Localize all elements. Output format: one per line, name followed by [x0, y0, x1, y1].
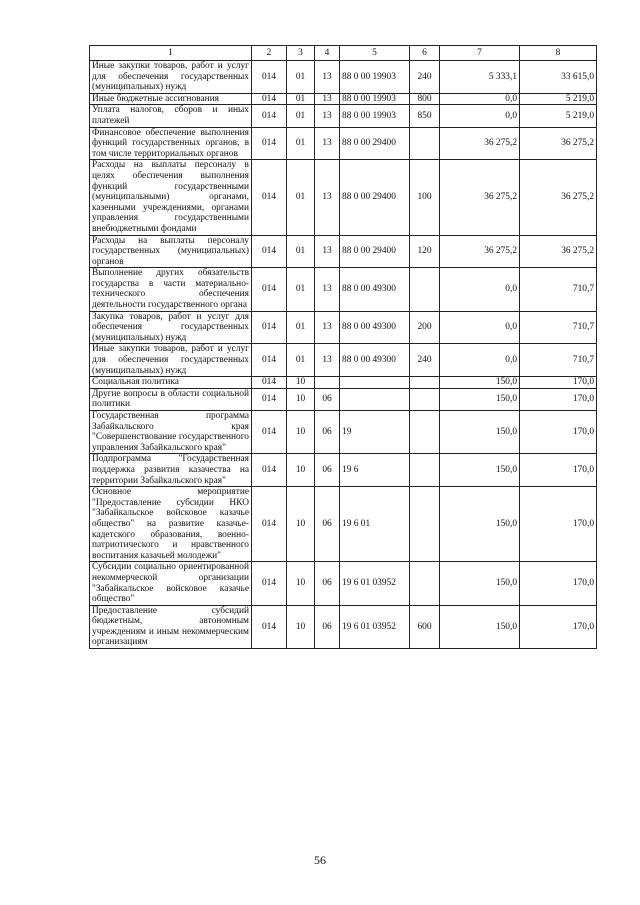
target-article-cell: 88 0 00 49300: [340, 344, 410, 377]
ministry-code-cell: 014: [252, 411, 287, 454]
amount-cell: 150,0: [440, 605, 520, 648]
ministry-code-cell: 014: [252, 605, 287, 648]
ministry-code-cell: 014: [252, 93, 287, 105]
subsection-code-cell: 06: [315, 487, 340, 562]
table-row: [90, 311, 597, 344]
amount-cell: 5 219,0: [520, 93, 597, 105]
expense-type-cell: 850: [410, 105, 440, 127]
target-article-cell: 19 6 01 03952: [340, 562, 410, 605]
table-row: [90, 93, 597, 105]
expense-name-cell: Иные закупки товаров, работ и услуг для обеспечения государственных (муниципальных) нужд: [90, 344, 252, 377]
expense-name-cell: Закупка товаров, работ и услуг для обеспечения государственных (муниципальных) нужд: [90, 311, 252, 344]
amount-cell: 36 275,2: [520, 160, 597, 235]
target-article-cell: 19: [340, 411, 410, 454]
table-row: [90, 388, 597, 410]
subsection-code-cell: 13: [315, 235, 340, 268]
target-article-cell: [340, 377, 410, 389]
target-article-cell: [340, 388, 410, 410]
table-row: [90, 411, 597, 454]
section-code-cell: 01: [287, 268, 315, 311]
expense-name-cell: Субсидии социально ориентированной некоммерческой организации "Забайкальское войсковое казачье общество": [90, 562, 252, 605]
amount-cell: 0,0: [440, 93, 520, 105]
amount-cell: 150,0: [440, 487, 520, 562]
ministry-code-cell: 014: [252, 160, 287, 235]
expense-name-cell: Социальная политика: [90, 377, 252, 389]
section-code-cell: 10: [287, 487, 315, 562]
ministry-code-cell: 014: [252, 562, 287, 605]
expense-type-cell: 800: [410, 93, 440, 105]
subsection-code-cell: 13: [315, 61, 340, 94]
subsection-code-cell: 13: [315, 268, 340, 311]
expense-name-cell: Основное мероприятие "Предоставление субсидии НКО "Забайкальское войсковое казачье общество" на развитие казачье-кадетского образования, военно-патриотического и нравственного воспитания казачьей молодежи": [90, 487, 252, 562]
amount-cell: 36 275,2: [520, 235, 597, 268]
table-row: [90, 127, 597, 160]
target-article-cell: 19 6: [340, 454, 410, 487]
ministry-code-cell: 014: [252, 344, 287, 377]
subsection-code-cell: 13: [315, 344, 340, 377]
section-code-cell: 10: [287, 562, 315, 605]
table-row: [90, 377, 597, 389]
section-code-cell: 01: [287, 235, 315, 268]
expense-type-cell: [410, 127, 440, 160]
expense-name-cell: Иные бюджетные ассигнования: [90, 93, 252, 105]
amount-cell: 150,0: [440, 377, 520, 389]
subsection-code-cell: 13: [315, 105, 340, 127]
subsection-code-cell: 13: [315, 160, 340, 235]
ministry-code-cell: 014: [252, 105, 287, 127]
expense-type-cell: 240: [410, 344, 440, 377]
amount-cell: 150,0: [440, 388, 520, 410]
column-header: 7: [440, 46, 520, 61]
column-header: 2: [252, 46, 287, 61]
section-code-cell: 01: [287, 311, 315, 344]
amount-cell: 710,7: [520, 311, 597, 344]
subsection-code-cell: 06: [315, 605, 340, 648]
amount-cell: 170,0: [520, 605, 597, 648]
ministry-code-cell: 014: [252, 235, 287, 268]
ministry-code-cell: 014: [252, 487, 287, 562]
section-code-cell: 10: [287, 377, 315, 389]
amount-cell: 170,0: [520, 487, 597, 562]
table-row: [90, 268, 597, 311]
amount-cell: 33 615,0: [520, 61, 597, 94]
column-header: 5: [340, 46, 410, 61]
target-article-cell: 88 0 00 19903: [340, 61, 410, 94]
amount-cell: 0,0: [440, 311, 520, 344]
amount-cell: 5 219,0: [520, 105, 597, 127]
table-header-row: [90, 46, 597, 61]
section-code-cell: 01: [287, 105, 315, 127]
expense-name-cell: Расходы на выплаты персоналу государственных (муниципальных) органов: [90, 235, 252, 268]
section-code-cell: 01: [287, 344, 315, 377]
column-header: 6: [410, 46, 440, 61]
subsection-code-cell: 13: [315, 127, 340, 160]
column-header: 3: [287, 46, 315, 61]
ministry-code-cell: 014: [252, 377, 287, 389]
subsection-code-cell: 06: [315, 411, 340, 454]
section-code-cell: 10: [287, 454, 315, 487]
amount-cell: 170,0: [520, 388, 597, 410]
expense-type-cell: 200: [410, 311, 440, 344]
amount-cell: 150,0: [440, 562, 520, 605]
ministry-code-cell: 014: [252, 454, 287, 487]
column-header: 1: [90, 46, 252, 61]
target-article-cell: 88 0 00 19903: [340, 105, 410, 127]
amount-cell: 170,0: [520, 411, 597, 454]
table-row: [90, 61, 597, 94]
amount-cell: 710,7: [520, 344, 597, 377]
page-number: 56: [314, 853, 326, 867]
target-article-cell: 19 6 01: [340, 487, 410, 562]
target-article-cell: 88 0 00 49300: [340, 311, 410, 344]
table-row: [90, 605, 597, 648]
amount-cell: 0,0: [440, 105, 520, 127]
table-row: [90, 235, 597, 268]
amount-cell: 36 275,2: [440, 127, 520, 160]
expense-type-cell: [410, 562, 440, 605]
amount-cell: 36 275,2: [520, 127, 597, 160]
expense-type-cell: 240: [410, 61, 440, 94]
target-article-cell: 88 0 00 49300: [340, 268, 410, 311]
subsection-code-cell: 06: [315, 562, 340, 605]
expense-type-cell: [410, 411, 440, 454]
table-row: [90, 454, 597, 487]
amount-cell: 0,0: [440, 344, 520, 377]
section-code-cell: 01: [287, 61, 315, 94]
amount-cell: 170,0: [520, 377, 597, 389]
amount-cell: 36 275,2: [440, 235, 520, 268]
amount-cell: 150,0: [440, 411, 520, 454]
expense-name-cell: Выполнение других обязательств государства в части материально-технического обеспечения деятельности государственного органа: [90, 268, 252, 311]
ministry-code-cell: 014: [252, 268, 287, 311]
section-code-cell: 10: [287, 411, 315, 454]
table-row: [90, 344, 597, 377]
expense-type-cell: [410, 388, 440, 410]
expense-name-cell: Предоставление субсидий бюджетным, автономным учреждениям и иным некоммерческим организациям: [90, 605, 252, 648]
section-code-cell: 10: [287, 605, 315, 648]
amount-cell: 0,0: [440, 268, 520, 311]
ministry-code-cell: 014: [252, 388, 287, 410]
amount-cell: 170,0: [520, 454, 597, 487]
expense-type-cell: 120: [410, 235, 440, 268]
target-article-cell: 19 6 01 03952: [340, 605, 410, 648]
section-code-cell: 01: [287, 160, 315, 235]
amount-cell: 36 275,2: [440, 160, 520, 235]
table-row: [90, 487, 597, 562]
target-article-cell: 88 0 00 29400: [340, 160, 410, 235]
expense-type-cell: [410, 454, 440, 487]
target-article-cell: 88 0 00 29400: [340, 127, 410, 160]
table-row: [90, 105, 597, 127]
amount-cell: 710,7: [520, 268, 597, 311]
target-article-cell: 88 0 00 19903: [340, 93, 410, 105]
subsection-code-cell: 13: [315, 311, 340, 344]
expense-name-cell: Другие вопросы в области социальной политики: [90, 388, 252, 410]
amount-cell: 150,0: [440, 454, 520, 487]
expense-name-cell: Иные закупки товаров, работ и услуг для обеспечения государственных (муниципальных) нужд: [90, 61, 252, 94]
amount-cell: 170,0: [520, 562, 597, 605]
budget-table: [89, 45, 597, 649]
table-row: [90, 160, 597, 235]
column-header: 4: [315, 46, 340, 61]
subsection-code-cell: 13: [315, 93, 340, 105]
expense-name-cell: Государственная программа Забайкальского края "Совершенствование государственного управления Забайкальского края": [90, 411, 252, 454]
subsection-code-cell: [315, 377, 340, 389]
expense-name-cell: Расходы на выплаты персоналу в целях обеспечения выполнения функций государственными (муниципальными) органами, казенными учреждениями, органами управления государственными внебюджетными фондами: [90, 160, 252, 235]
ministry-code-cell: 014: [252, 311, 287, 344]
expense-type-cell: 600: [410, 605, 440, 648]
target-article-cell: 88 0 00 29400: [340, 235, 410, 268]
ministry-code-cell: 014: [252, 127, 287, 160]
section-code-cell: 01: [287, 93, 315, 105]
section-code-cell: 01: [287, 127, 315, 160]
subsection-code-cell: 06: [315, 388, 340, 410]
ministry-code-cell: 014: [252, 61, 287, 94]
expense-type-cell: [410, 268, 440, 311]
expense-name-cell: Финансовое обеспечение выполнения функций государственных органов, в том числе территориальных органов: [90, 127, 252, 160]
expense-name-cell: Уплата налогов, сборов и иных платежей: [90, 105, 252, 127]
table-row: [90, 562, 597, 605]
amount-cell: 5 333,1: [440, 61, 520, 94]
expense-type-cell: [410, 377, 440, 389]
expense-type-cell: 100: [410, 160, 440, 235]
table-body: [90, 61, 597, 649]
subsection-code-cell: 06: [315, 454, 340, 487]
section-code-cell: 10: [287, 388, 315, 410]
column-header: 8: [520, 46, 597, 61]
expense-name-cell: Подпрограмма "Государственная поддержка развития казачества на территории Забайкальского края": [90, 454, 252, 487]
expense-type-cell: [410, 487, 440, 562]
